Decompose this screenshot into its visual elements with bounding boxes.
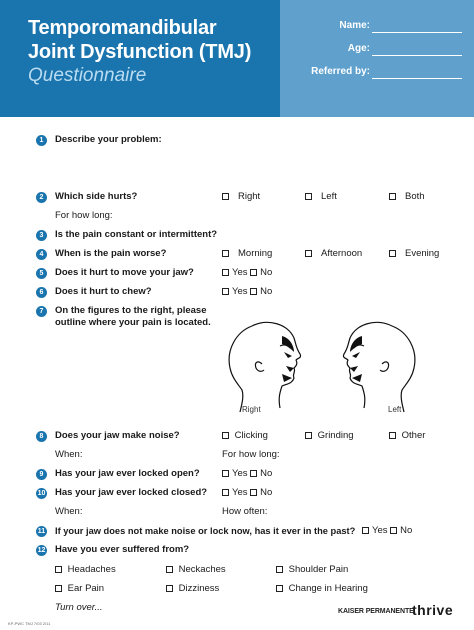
q11-yes-no[interactable]: Yes No bbox=[362, 525, 412, 537]
checkbox[interactable] bbox=[276, 585, 283, 592]
question-12-text: Have you ever suffered from? bbox=[55, 544, 190, 555]
question-number-6: 6 bbox=[36, 287, 47, 298]
question-number-4: 4 bbox=[36, 249, 47, 260]
name-line[interactable] bbox=[372, 32, 462, 33]
question-9-text: Has your jaw ever locked open? bbox=[55, 468, 200, 479]
form-code: KP-PWC TMJ 7/03 2/11 bbox=[8, 621, 51, 626]
q6-yes-no[interactable]: Yes No bbox=[222, 286, 272, 298]
checkbox-no[interactable] bbox=[390, 527, 397, 534]
checkbox[interactable] bbox=[55, 566, 62, 573]
q8-how-long-label: For how long: bbox=[222, 449, 280, 460]
checkbox[interactable] bbox=[222, 250, 229, 257]
checkbox[interactable] bbox=[389, 193, 396, 200]
question-3-text: Is the pain constant or intermittent? bbox=[55, 229, 218, 240]
option-other[interactable]: Other bbox=[389, 430, 425, 442]
question-number-12: 12 bbox=[37, 547, 46, 554]
checkbox-yes[interactable] bbox=[362, 527, 369, 534]
left-figure-label: Left bbox=[388, 405, 402, 414]
page-subtitle: Questionnaire bbox=[28, 65, 147, 86]
age-label: Age: bbox=[347, 43, 370, 54]
brand-logo bbox=[338, 603, 458, 623]
option-clicking[interactable]: Clicking bbox=[222, 430, 268, 442]
question-number-3: 3 bbox=[36, 230, 47, 241]
question-number-7: 7 bbox=[36, 306, 47, 317]
question-2-text: Which side hurts? bbox=[55, 191, 138, 202]
question-11-text: If your jaw does not make noise or lock now, has it ever in the past? bbox=[55, 526, 356, 536]
question-5-text: Does it hurt to move your jaw? bbox=[55, 267, 194, 278]
referred-by-line[interactable] bbox=[372, 78, 462, 79]
checkbox-no[interactable] bbox=[250, 489, 257, 496]
option-headaches[interactable]: Headaches bbox=[55, 564, 116, 576]
age-line[interactable] bbox=[372, 55, 462, 56]
checkbox[interactable] bbox=[166, 566, 173, 573]
checkbox[interactable] bbox=[389, 250, 396, 257]
q9-yes-no[interactable]: Yes No bbox=[222, 468, 272, 480]
checkbox-yes[interactable] bbox=[222, 269, 229, 276]
checkbox-no[interactable] bbox=[250, 288, 257, 295]
question-7-text-line-1: On the figures to the right, please bbox=[55, 305, 207, 316]
checkbox[interactable] bbox=[305, 193, 312, 200]
option-morning[interactable]: Morning bbox=[222, 248, 272, 260]
header-banner bbox=[0, 0, 474, 117]
question-number-5: 5 bbox=[36, 268, 47, 279]
q10-yes-no[interactable]: Yes No bbox=[222, 487, 272, 499]
option-right[interactable]: Right bbox=[222, 191, 260, 203]
option-grinding[interactable]: Grinding bbox=[305, 430, 354, 442]
q2-how-long-label: For how long: bbox=[55, 210, 113, 221]
question-number-9: 9 bbox=[36, 469, 47, 480]
age-field[interactable] bbox=[280, 43, 474, 57]
referred-by-label: Referred by: bbox=[311, 66, 370, 77]
option-afternoon[interactable]: Afternoon bbox=[305, 248, 362, 260]
question-7-text-line-2: outline where your pain is located. bbox=[55, 317, 211, 328]
question-6-text: Does it hurt to chew? bbox=[55, 286, 152, 297]
question-10-text: Has your jaw ever locked closed? bbox=[55, 487, 208, 498]
patient-info-block bbox=[280, 0, 474, 117]
kaiser-permanente-wordmark: KAISER PERMANENTE. bbox=[338, 608, 416, 615]
question-1-text: Describe your problem: bbox=[55, 134, 162, 145]
checkbox[interactable] bbox=[305, 432, 312, 439]
checkbox[interactable] bbox=[222, 193, 229, 200]
option-shoulder-pain[interactable]: Shoulder Pain bbox=[276, 564, 348, 576]
checkbox[interactable] bbox=[222, 432, 229, 439]
checkbox-yes[interactable] bbox=[222, 470, 229, 477]
checkbox[interactable] bbox=[166, 585, 173, 592]
question-number-11: 11 bbox=[37, 528, 46, 535]
option-neckaches[interactable]: Neckaches bbox=[166, 564, 226, 576]
checkbox[interactable] bbox=[55, 585, 62, 592]
page-title-line-1: Temporomandibular bbox=[28, 17, 217, 39]
right-figure-label: Right bbox=[242, 405, 261, 414]
turn-over-note: Turn over... bbox=[55, 602, 103, 613]
option-change-in-hearing[interactable]: Change in Hearing bbox=[276, 583, 368, 595]
page-title-line-2: Joint Dysfunction (TMJ) bbox=[28, 41, 252, 63]
question-4-text: When is the pain worse? bbox=[55, 248, 167, 259]
checkbox-yes[interactable] bbox=[222, 288, 229, 295]
q10-how-often-label: How often: bbox=[222, 506, 268, 517]
checkbox-no[interactable] bbox=[250, 470, 257, 477]
name-label: Name: bbox=[339, 20, 370, 31]
option-ear-pain[interactable]: Ear Pain bbox=[55, 583, 104, 595]
option-dizziness[interactable]: Dizziness bbox=[166, 583, 219, 595]
title-block bbox=[0, 0, 280, 117]
name-field[interactable] bbox=[280, 20, 474, 34]
q10-when-label: When: bbox=[55, 506, 83, 517]
checkbox[interactable] bbox=[389, 432, 396, 439]
checkbox[interactable] bbox=[305, 250, 312, 257]
question-number-10: 10 bbox=[37, 490, 46, 497]
checkbox[interactable] bbox=[276, 566, 283, 573]
option-left[interactable]: Left bbox=[305, 191, 337, 203]
question-number-1: 1 bbox=[36, 135, 47, 146]
head-figures[interactable] bbox=[222, 312, 422, 420]
q8-when-label: When: bbox=[55, 449, 83, 460]
question-number-2: 2 bbox=[36, 192, 47, 203]
referred-by-field[interactable] bbox=[280, 66, 474, 80]
checkbox-yes[interactable] bbox=[222, 489, 229, 496]
question-number-8: 8 bbox=[36, 431, 47, 442]
question-8-text: Does your jaw make noise? bbox=[55, 430, 180, 441]
checkbox-no[interactable] bbox=[250, 269, 257, 276]
option-both[interactable]: Both bbox=[389, 191, 425, 203]
thrive-wordmark: thrive bbox=[412, 602, 454, 618]
option-evening[interactable]: Evening bbox=[389, 248, 439, 260]
head-outline-drawing[interactable] bbox=[222, 312, 422, 420]
q5-yes-no[interactable]: Yes No bbox=[222, 267, 272, 279]
